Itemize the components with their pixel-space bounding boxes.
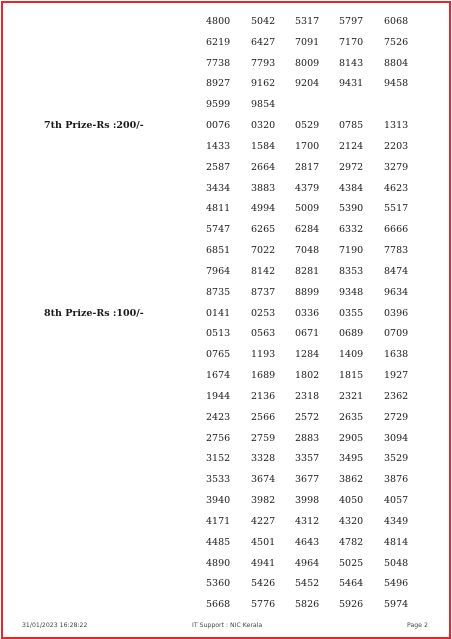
ticket-number: 4050 [339, 495, 364, 507]
table-row [0, 137, 452, 157]
ticket-number: 1689 [251, 370, 276, 382]
page-footer [0, 619, 452, 633]
ticket-number: 2905 [339, 432, 364, 444]
ticket-number: 2321 [339, 390, 364, 402]
ticket-number: 5747 [206, 224, 231, 236]
table-row [0, 158, 452, 178]
ticket-number: 6219 [206, 36, 231, 48]
ticket-number: 9348 [339, 286, 364, 298]
ticket-number: 3940 [206, 495, 231, 507]
ticket-number: 2635 [339, 411, 364, 423]
table-row [0, 429, 452, 449]
table-row [0, 95, 452, 115]
ticket-number: 5317 [295, 16, 320, 27]
ticket-number: 2566 [251, 411, 276, 423]
ticket-number: 0529 [295, 120, 320, 132]
ticket-number: 2756 [206, 432, 231, 444]
ticket-number: 1193 [251, 349, 276, 361]
ticket-number: 4379 [295, 182, 320, 194]
ticket-number: 1815 [339, 370, 364, 382]
ticket-number: 9204 [295, 78, 320, 90]
ticket-number: 2759 [251, 432, 276, 444]
ticket-number: 6666 [384, 224, 409, 236]
ticket-number: 5025 [339, 557, 364, 569]
ticket-number: 3529 [384, 453, 409, 465]
ticket-number: 6284 [295, 224, 320, 236]
ticket-number: 8142 [251, 265, 276, 277]
ticket-number: 4057 [384, 495, 409, 507]
ticket-number: 1674 [206, 370, 231, 382]
table-row [0, 324, 452, 344]
table-row [0, 74, 452, 94]
ticket-number: 2124 [339, 140, 364, 152]
table-row [0, 491, 452, 511]
ticket-number: 1409 [339, 349, 364, 361]
ticket-number: 8353 [339, 265, 364, 277]
ticket-number: 5390 [339, 203, 364, 215]
ticket-number: 1700 [295, 140, 320, 152]
footer-page-number: Page 2 [407, 622, 428, 629]
ticket-number: 0563 [251, 328, 276, 340]
ticket-number: 4800 [206, 16, 231, 27]
ticket-number: 3982 [251, 495, 276, 507]
ticket-number: 9162 [251, 78, 276, 90]
ticket-number: 5464 [339, 578, 364, 590]
ticket-number: 8899 [295, 286, 320, 298]
ticket-number: 4320 [339, 515, 364, 527]
ticket-number: 5826 [295, 599, 320, 611]
ticket-number: 1927 [384, 370, 409, 382]
ticket-number: 4501 [251, 536, 276, 548]
ticket-number: 2203 [384, 140, 409, 152]
table-row [0, 283, 452, 303]
ticket-number: 9854 [251, 99, 276, 111]
ticket-number: 0396 [384, 307, 409, 319]
ticket-number: 1284 [295, 349, 320, 361]
ticket-number: 4349 [384, 515, 409, 527]
ticket-number: 8474 [384, 265, 409, 277]
ticket-number: 5668 [206, 599, 231, 611]
ticket-number: 5360 [206, 578, 231, 590]
ticket-number: 4384 [339, 182, 364, 194]
ticket-number: 2318 [295, 390, 320, 402]
ticket-number: 3998 [295, 495, 320, 507]
ticket-number: 7783 [384, 245, 409, 257]
ticket-number: 8737 [251, 286, 276, 298]
footer-support: IT Support : NIC Kerala [192, 622, 263, 629]
ticket-number: 5974 [384, 599, 409, 611]
table-row [0, 33, 452, 53]
ticket-number: 2587 [206, 161, 231, 173]
table-row [0, 262, 452, 282]
ticket-number: 0336 [295, 307, 320, 319]
ticket-number: 8143 [339, 57, 364, 69]
ticket-number: 4814 [384, 536, 409, 548]
ticket-number: 7170 [339, 36, 364, 48]
ticket-number: 7048 [295, 245, 320, 257]
ticket-number: 3495 [339, 453, 364, 465]
ticket-number: 1433 [206, 140, 231, 152]
ticket-number: 9458 [384, 78, 409, 90]
ticket-number: 5797 [339, 16, 364, 27]
ticket-number: 0355 [339, 307, 364, 319]
ticket-number: 8009 [295, 57, 320, 69]
ticket-number: 9634 [384, 286, 409, 298]
ticket-number: 5426 [251, 578, 276, 590]
ticket-number: 7964 [206, 265, 231, 277]
table-row [0, 387, 452, 407]
ticket-number: 1638 [384, 349, 409, 361]
ticket-number: 6332 [339, 224, 364, 236]
ticket-number: 4643 [295, 536, 320, 548]
ticket-number: 2664 [251, 161, 276, 173]
table-row [0, 54, 452, 74]
footer-date: 31/01/2023 16:28:22 [22, 622, 88, 629]
ticket-number: 0765 [206, 349, 231, 361]
ticket-number: 3357 [295, 453, 320, 465]
ticket-number: 5042 [251, 16, 276, 27]
ticket-number: 3862 [339, 474, 364, 486]
ticket-number: 7738 [206, 57, 231, 69]
ticket-number: 4312 [295, 515, 320, 527]
table-row [0, 595, 452, 615]
ticket-number: 3328 [251, 453, 276, 465]
ticket-number: 3533 [206, 474, 231, 486]
ticket-number: 0785 [339, 120, 364, 132]
ticket-number: 4811 [206, 203, 231, 215]
ticket-number: 4994 [251, 203, 276, 215]
ticket-number: 0689 [339, 328, 364, 340]
ticket-number: 2883 [295, 432, 320, 444]
ticket-number: 3434 [206, 182, 231, 194]
ticket-number: 3094 [384, 432, 409, 444]
ticket-number: 0320 [251, 120, 276, 132]
ticket-number: 0671 [295, 328, 320, 340]
table-row [0, 12, 452, 32]
table-row [0, 512, 452, 532]
table-row [0, 199, 452, 219]
table-row [0, 304, 452, 324]
ticket-number: 8804 [384, 57, 409, 69]
ticket-number: 4171 [206, 515, 231, 527]
ticket-number: 0709 [384, 328, 409, 340]
ticket-number: 3876 [384, 474, 409, 486]
ticket-number: 2572 [295, 411, 320, 423]
ticket-number: 7022 [251, 245, 276, 257]
ticket-number: 4782 [339, 536, 364, 548]
ticket-number: 5452 [295, 578, 320, 590]
ticket-number: 4890 [206, 557, 231, 569]
ticket-number: 6427 [251, 36, 276, 48]
ticket-number: 5009 [295, 203, 320, 215]
ticket-number: 5048 [384, 557, 409, 569]
ticket-number: 2817 [295, 161, 320, 173]
ticket-number: 2136 [251, 390, 276, 402]
prize-label: 7th Prize-Rs :200/- [44, 120, 144, 132]
table-row [0, 220, 452, 240]
ticket-number: 4485 [206, 536, 231, 548]
ticket-number: 7091 [295, 36, 320, 48]
table-row [0, 574, 452, 594]
ticket-number: 2972 [339, 161, 364, 173]
table-row [0, 366, 452, 386]
table-row [0, 554, 452, 574]
ticket-number: 1313 [384, 120, 409, 132]
ticket-number: 5926 [339, 599, 364, 611]
ticket-number: 7190 [339, 245, 364, 257]
ticket-number: 1802 [295, 370, 320, 382]
ticket-number: 6265 [251, 224, 276, 236]
table-row [0, 449, 452, 469]
table-row [0, 345, 452, 365]
table-row [0, 408, 452, 428]
ticket-number: 7526 [384, 36, 409, 48]
ticket-number: 5776 [251, 599, 276, 611]
ticket-number: 8281 [295, 265, 320, 277]
ticket-number: 9431 [339, 78, 364, 90]
ticket-number: 0253 [251, 307, 276, 319]
ticket-number: 4623 [384, 182, 409, 194]
table-row [0, 116, 452, 136]
ticket-number: 4964 [295, 557, 320, 569]
ticket-number: 7793 [251, 57, 276, 69]
ticket-number: 3677 [295, 474, 320, 486]
ticket-number: 8927 [206, 78, 231, 90]
ticket-number: 9599 [206, 99, 231, 111]
table-row [0, 179, 452, 199]
ticket-number: 5496 [384, 578, 409, 590]
table-row [0, 470, 452, 490]
ticket-number: 4227 [251, 515, 276, 527]
table-row [0, 241, 452, 261]
ticket-number: 3152 [206, 453, 231, 465]
ticket-number: 0513 [206, 328, 231, 340]
table-row [0, 533, 452, 553]
ticket-number: 2729 [384, 411, 409, 423]
ticket-number: 5517 [384, 203, 409, 215]
ticket-number: 0141 [206, 307, 231, 319]
ticket-number: 0076 [206, 120, 231, 132]
ticket-number: 3883 [251, 182, 276, 194]
ticket-number: 2362 [384, 390, 409, 402]
ticket-number: 6068 [384, 16, 409, 27]
ticket-number: 6851 [206, 245, 231, 257]
ticket-number: 8735 [206, 286, 231, 298]
ticket-number: 4941 [251, 557, 276, 569]
ticket-number: 3279 [384, 161, 409, 173]
ticket-number: 1584 [251, 140, 276, 152]
prize-label: 8th Prize-Rs :100/- [44, 307, 144, 319]
ticket-number: 2423 [206, 411, 231, 423]
ticket-number: 3674 [251, 474, 276, 486]
ticket-number: 1944 [206, 390, 231, 402]
